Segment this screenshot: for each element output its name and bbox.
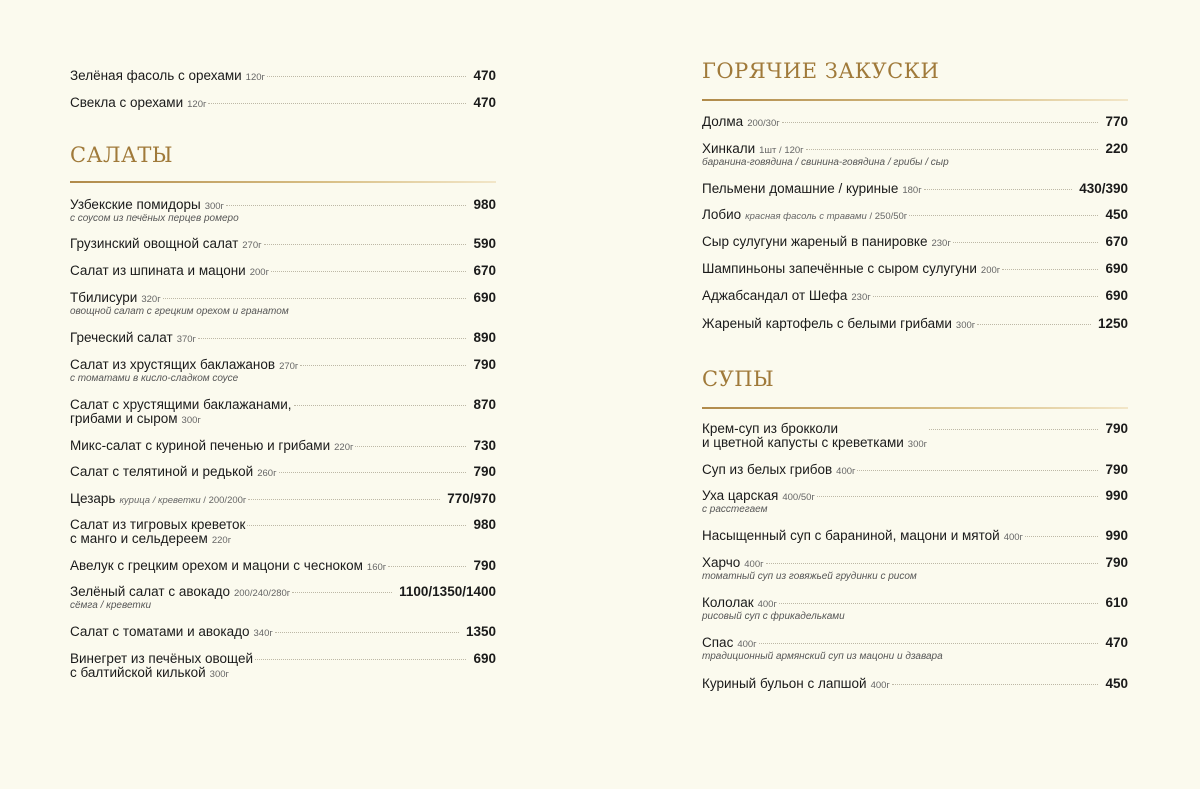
- menu-item: [70, 397, 496, 428]
- dish-price: 1250: [1097, 316, 1128, 331]
- dish-price: 770: [1105, 114, 1128, 129]
- dish-price: 450: [1105, 207, 1128, 222]
- dish-price: 590: [473, 236, 496, 251]
- dish-description: с томатами в кисло-сладком соусе: [70, 373, 239, 384]
- dish-weight: [758, 599, 777, 610]
- menu-item-row: [702, 595, 1128, 610]
- menu-item-row: [702, 288, 1128, 303]
- menu-item: [702, 555, 1128, 582]
- dish-name-line: Салат с хрустящими баклажанами,: [70, 397, 292, 412]
- dish-price: 670: [1105, 234, 1128, 249]
- menu-item-row: [70, 330, 496, 345]
- menu-item: [702, 488, 1128, 515]
- dish-price: 670: [473, 263, 496, 278]
- dish-name: Шампиньоны запечённые с сыром сулугуни: [702, 261, 977, 276]
- dish-weight-value: 400г: [870, 680, 890, 691]
- dish-weight-value: 230г: [931, 238, 951, 249]
- dish-weight-value: 300г: [955, 320, 976, 331]
- dish-name: Зелёный салат с авокадо: [70, 584, 230, 599]
- dish-price: 690: [473, 290, 496, 305]
- menu-item-row: [70, 95, 496, 110]
- menu-item-row: [702, 528, 1128, 543]
- section-divider: [702, 407, 1128, 409]
- menu-item: [70, 464, 496, 479]
- menu-item: [702, 528, 1128, 543]
- dish-weight: курица / креветки / 200/200г: [119, 495, 247, 506]
- dish-name: Узбекские помидоры: [70, 197, 201, 212]
- menu-item: [70, 651, 496, 682]
- dish-weight-value: 200/200г: [208, 495, 247, 506]
- dish-weight-value: 370г: [176, 334, 197, 345]
- menu-item-row: [702, 462, 1128, 477]
- dish-name: Жареный картофель с белыми грибами: [702, 316, 952, 331]
- menu-item: [70, 558, 496, 573]
- dot-leader: [782, 122, 1099, 123]
- dish-weight: 300г: [181, 415, 201, 426]
- dish-weight-value: 260г: [257, 468, 277, 479]
- dot-leader: [892, 684, 1099, 685]
- dish-price: 690: [1105, 288, 1128, 303]
- menu-item-row: [70, 263, 496, 278]
- dish-weight: [782, 492, 815, 503]
- menu-item-row: [70, 357, 496, 372]
- dish-price: 980: [473, 517, 496, 532]
- dish-name-text: и цветной капусты с креветками: [702, 435, 904, 450]
- menu-item: [702, 676, 1128, 691]
- dish-price: 790: [473, 558, 496, 573]
- menu-item: [702, 141, 1128, 168]
- section-divider: [702, 99, 1128, 101]
- dish-description: традиционный армянский суп из мацони и дзавара: [702, 651, 943, 662]
- menu-item-row: [702, 234, 1128, 249]
- menu-item-row: [70, 624, 496, 639]
- menu-item-row: [70, 464, 496, 479]
- dish-name: Лобио: [702, 207, 742, 222]
- dot-leader: [248, 499, 440, 500]
- dish-name: Суп из белых грибов: [702, 462, 833, 477]
- dish-price: 1100/1350/1400: [399, 584, 496, 599]
- dish-price: 220: [1105, 141, 1128, 156]
- dot-leader: [163, 298, 467, 299]
- dish-note: красная фасоль с травами: [745, 211, 867, 222]
- dish-name: Спас: [702, 635, 734, 650]
- menu-item: [702, 288, 1128, 303]
- dish-weight: [747, 118, 780, 129]
- dish-weight: [257, 468, 276, 479]
- menu-item: [70, 197, 496, 224]
- menu-item: [70, 236, 496, 251]
- dish-price: 610: [1105, 595, 1128, 610]
- menu-item: [702, 421, 1128, 452]
- menu-item-row: [702, 676, 1128, 691]
- dish-weight-value: 120г: [245, 72, 265, 83]
- dish-weight: [367, 562, 386, 573]
- dish-description: сёмга / креветки: [70, 600, 152, 611]
- dish-weight-value: 120г: [187, 99, 207, 110]
- menu-item-row: [70, 584, 496, 599]
- dish-name: [70, 518, 245, 548]
- dot-leader: [1025, 536, 1098, 537]
- menu-item-row: [70, 236, 496, 251]
- dish-name: Куриный бульон с лапшой: [702, 676, 867, 691]
- dish-name-text: грибами и сыром: [70, 411, 178, 426]
- dish-name: Салат с томатами и авокадо: [70, 624, 250, 639]
- dish-price: 790: [473, 357, 496, 372]
- menu-item-row: [702, 421, 1128, 452]
- dot-leader: [929, 429, 1098, 430]
- dish-weight: [246, 72, 265, 83]
- dish-weight-value: 1шт / 120г: [759, 145, 804, 156]
- dish-note: курица / креветки: [119, 495, 201, 506]
- menu-item: [70, 263, 496, 278]
- dish-weight: [836, 466, 855, 477]
- menu-item-row: [702, 316, 1128, 331]
- menu-item: [702, 207, 1128, 222]
- dish-weight-value: 400г: [836, 466, 856, 477]
- dot-leader: [226, 205, 466, 206]
- dish-name: Авелук с грецким орехом и мацони с чесноком: [70, 558, 363, 573]
- dish-weight-value: 320г: [141, 294, 161, 305]
- menu-item: [70, 438, 496, 453]
- dish-price: 980: [473, 197, 496, 212]
- dish-weight-value: 270г: [279, 361, 299, 372]
- dish-description: с расстегаем: [702, 504, 768, 515]
- dish-name: Салат из хрустящих баклажанов: [70, 357, 276, 372]
- dish-price: 790: [1105, 555, 1128, 570]
- dish-weight: [141, 294, 160, 305]
- dish-description: рисовый суп с фрикадельками: [702, 611, 845, 622]
- menu-item: [702, 595, 1128, 622]
- menu-item: [702, 114, 1128, 129]
- dish-price: 450: [1105, 676, 1128, 691]
- dot-leader: [857, 470, 1098, 471]
- dish-weight-value: 200г: [249, 267, 270, 278]
- dot-leader: [198, 338, 466, 339]
- dish-name-line: [702, 436, 927, 452]
- dish-price: 770/970: [447, 491, 496, 506]
- menu-item: [702, 261, 1128, 276]
- dish-weight-value: 400г: [737, 639, 757, 650]
- dish-name-line: Крем-суп из брокколи: [702, 421, 839, 436]
- dish-weight: [254, 628, 273, 639]
- dish-weight-value: 200/240/280г: [233, 588, 291, 599]
- dish-weight: 300г: [907, 439, 928, 450]
- dish-weight: 220г: [211, 535, 232, 546]
- dish-weight: [250, 267, 269, 278]
- dish-weight: [931, 238, 950, 249]
- dish-weight-value: 200/30г: [747, 118, 780, 129]
- dish-name-line: [70, 412, 292, 428]
- dot-leader: [264, 244, 467, 245]
- menu-item: [702, 462, 1128, 477]
- dot-leader: [759, 643, 1099, 644]
- menu-item-row: [702, 488, 1128, 503]
- dish-weight: [902, 185, 921, 196]
- menu-item: [70, 584, 496, 611]
- menu-item-row: [70, 68, 496, 83]
- dish-weight-value: 340г: [253, 628, 273, 639]
- dot-leader: [873, 296, 1099, 297]
- dot-leader: [909, 215, 1098, 216]
- menu-item-row: [70, 397, 496, 428]
- menu-item: [702, 234, 1128, 249]
- dish-weight-value: 300г: [204, 201, 225, 212]
- menu-item: [70, 95, 496, 110]
- dish-weight: [1004, 532, 1023, 543]
- dish-weight: [851, 292, 870, 303]
- menu-item-row: [70, 491, 496, 506]
- dish-name: Зелёная фасоль с орехами: [70, 68, 242, 83]
- dish-weight: [744, 559, 763, 570]
- menu-item-row: [70, 558, 496, 573]
- dish-name: Кололак: [702, 595, 754, 610]
- dot-leader: [294, 405, 467, 406]
- dish-name: [70, 398, 292, 428]
- dish-weight-value: 230г: [851, 292, 871, 303]
- dot-leader: [766, 563, 1099, 564]
- dot-leader: [977, 324, 1091, 325]
- dish-name: Аджабсандал от Шефа: [702, 288, 848, 303]
- dish-weight: [177, 334, 196, 345]
- dish-weight: [334, 442, 353, 453]
- dish-weight-value: 220г: [334, 442, 354, 453]
- dish-name: Салат с телятиной и редькой: [70, 464, 254, 479]
- dot-leader: [806, 149, 1099, 150]
- dish-price: 470: [473, 95, 496, 110]
- dish-weight: [956, 320, 975, 331]
- menu-item-row: [702, 181, 1128, 196]
- dish-name: Тбилисури: [70, 290, 138, 305]
- dish-name: Свекла с орехами: [70, 95, 184, 110]
- menu-item: [70, 624, 496, 639]
- dish-price: 430/390: [1079, 181, 1128, 196]
- dish-name: Микс-салат с куриной печенью и грибами: [70, 438, 331, 453]
- dish-weight-value: 180г: [902, 185, 922, 196]
- dish-price: 470: [1105, 635, 1128, 650]
- dish-weight-value: 400г: [744, 559, 764, 570]
- menu-item: [702, 635, 1128, 662]
- dish-price: 690: [473, 651, 496, 666]
- dish-name: Долма: [702, 114, 744, 129]
- dish-name-text: с балтийской килькой: [70, 665, 206, 680]
- dish-name: Греческий салат: [70, 330, 173, 345]
- menu-item-row: [702, 555, 1128, 570]
- dish-price: 890: [473, 330, 496, 345]
- dish-weight: [242, 240, 261, 251]
- menu-item-row: [70, 438, 496, 453]
- dish-price: 990: [1105, 488, 1128, 503]
- menu-item-row: [70, 197, 496, 212]
- dish-name: Цезарь: [70, 491, 116, 506]
- menu-item: [702, 181, 1128, 196]
- dish-price: 870: [473, 397, 496, 412]
- dish-price: 730: [473, 438, 496, 453]
- dish-weight: [279, 361, 298, 372]
- dish-description: овощной салат с грецким орехом и гранатом: [70, 306, 289, 317]
- dish-price: 790: [473, 464, 496, 479]
- section-divider: [70, 181, 496, 183]
- dish-name: Салат из шпината и мацони: [70, 263, 246, 278]
- menu-item: [70, 517, 496, 548]
- menu-item-row: [702, 114, 1128, 129]
- dot-leader: [355, 446, 466, 447]
- dish-weight: [187, 99, 206, 110]
- dish-name: [70, 652, 253, 682]
- dish-price: 790: [1105, 421, 1128, 436]
- dot-leader: [275, 632, 459, 633]
- dot-leader: [779, 603, 1099, 604]
- dish-weight: [871, 680, 890, 691]
- dish-price: 790: [1105, 462, 1128, 477]
- dot-leader: [208, 103, 466, 104]
- menu-item-row: [70, 517, 496, 548]
- dish-name-text: с манго и сельдереем: [70, 531, 208, 546]
- section-title-hot-appetizers: ГОРЯЧИЕ ЗАКУСКИ: [702, 59, 940, 83]
- dot-leader: [817, 496, 1099, 497]
- dish-name: [702, 422, 927, 452]
- dish-weight: [737, 639, 756, 650]
- dish-weight-value: 250/50г: [874, 211, 908, 222]
- dish-weight: 300г: [209, 669, 229, 680]
- dish-weight: [981, 265, 1000, 276]
- dish-description: баранина-говядина / свинина-говядина / грибы / сыр: [702, 157, 949, 168]
- menu-item-row: [702, 635, 1128, 650]
- dish-price: 470: [473, 68, 496, 83]
- menu-item-row: [702, 261, 1128, 276]
- dot-leader: [924, 189, 1073, 190]
- menu-item-row: [70, 290, 496, 305]
- menu-item: [70, 491, 496, 506]
- dish-name: Грузинский овощной салат: [70, 236, 239, 251]
- dot-leader: [300, 365, 466, 366]
- dish-description: с соусом из печёных перцев ромеро: [70, 213, 239, 224]
- section-title-salads: САЛАТЫ: [70, 143, 174, 167]
- dish-weight: [759, 145, 804, 156]
- section-title-soups: СУПЫ: [702, 367, 775, 391]
- dish-weight-value: 270г: [242, 240, 262, 251]
- dish-name: Пельмени домашние / куриные: [702, 181, 899, 196]
- dish-name-line: Салат из тигровых креветок: [70, 517, 246, 532]
- dot-leader: [279, 472, 467, 473]
- dot-leader: [271, 271, 466, 272]
- menu-item-row: [702, 207, 1128, 222]
- dot-leader: [267, 76, 466, 77]
- menu-item: [70, 290, 496, 317]
- dish-weight: красная фасоль с травами / 250/50г: [745, 211, 908, 222]
- dot-leader: [1002, 269, 1098, 270]
- dish-name: Хинкали: [702, 141, 756, 156]
- menu-item-row: [70, 651, 496, 682]
- dish-name: Насыщенный суп с бараниной, мацони и мятой: [702, 528, 1000, 543]
- dot-leader: [388, 566, 466, 567]
- menu-item: [70, 68, 496, 83]
- dish-name: Уха царская: [702, 488, 779, 503]
- dish-price: 690: [1105, 261, 1128, 276]
- dish-weight-value: 400г: [757, 599, 777, 610]
- dish-weight-value: 200г: [980, 265, 1001, 276]
- menu-item: [702, 316, 1128, 331]
- dish-weight-value: 400г: [1003, 532, 1024, 543]
- dish-weight-value: 400/50г: [782, 492, 815, 503]
- menu-item: [70, 330, 496, 345]
- dish-price: 1350: [465, 624, 496, 639]
- dish-name: Сыр сулугуни жареный в панировке: [702, 234, 928, 249]
- dish-name-line: Винегрет из печёных овощей: [70, 651, 254, 666]
- dot-leader: [953, 242, 1099, 243]
- dish-price: 990: [1105, 528, 1128, 543]
- dish-weight: [205, 201, 224, 212]
- dish-description: томатный суп из говяжьей грудинки с рисом: [702, 571, 917, 582]
- menu-item-row: [702, 141, 1128, 156]
- dish-weight-value: 160г: [366, 562, 387, 573]
- dish-name-line: [70, 532, 245, 548]
- dish-name: Харчо: [702, 555, 741, 570]
- dot-leader: [247, 525, 466, 526]
- dot-leader: [255, 659, 466, 660]
- dot-leader: [292, 592, 392, 593]
- dish-weight: [234, 588, 290, 599]
- dish-name-line: [70, 666, 253, 682]
- menu-item: [70, 357, 496, 384]
